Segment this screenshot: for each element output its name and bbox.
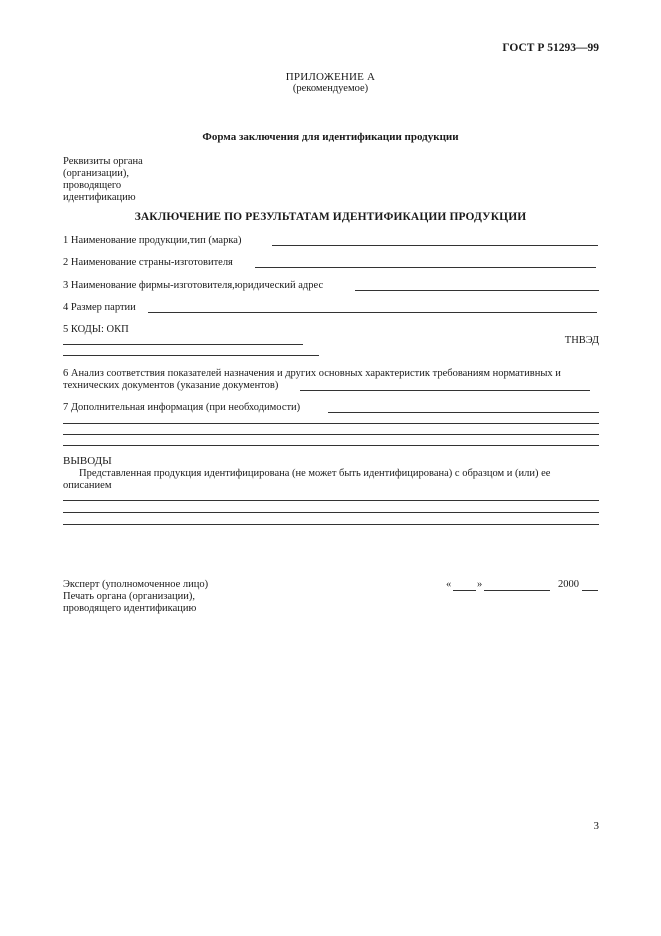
date-open-quote: « <box>446 579 452 590</box>
field-label-tnved: ТНВЭД <box>564 335 599 346</box>
appendix-subtitle: (рекомендуемое) <box>292 83 369 94</box>
field-line-analysis[interactable] <box>300 390 590 391</box>
conclusions-text: Представленная продукция идентифицирована (не может быть идентифицирована) с образцом и (или) ее <box>79 468 551 479</box>
field-line-product-name[interactable] <box>272 245 598 246</box>
field-line-country[interactable] <box>255 267 596 268</box>
field-label-batch-size: 4 Размер партии <box>63 302 136 313</box>
conclusions-line-3[interactable] <box>63 524 599 525</box>
field-label-product-name: 1 Наименование продукции,тип (марка) <box>63 235 242 246</box>
form-title: Форма заключения для идентификации продукции <box>202 131 459 143</box>
field-line-okp-2[interactable] <box>63 355 319 356</box>
date-year: 2000 <box>558 579 579 590</box>
field-label-manufacturer: 3 Наименование фирмы-изготовителя,юридический адрес <box>63 280 324 291</box>
date-month-line[interactable] <box>484 590 550 591</box>
field-line-batch-size[interactable] <box>148 312 597 313</box>
field-line-additional-info-2[interactable] <box>63 423 599 424</box>
conclusions-line-1[interactable] <box>63 500 599 501</box>
field-line-manufacturer[interactable] <box>355 290 599 291</box>
date-day-line[interactable] <box>453 590 476 591</box>
requisites-line: (организации), <box>63 168 129 179</box>
organization-requisites <box>63 156 183 204</box>
requisites-line: проводящего <box>63 180 122 191</box>
stamp-label-cont: проводящего идентификацию <box>63 603 197 614</box>
field-line-okp-1[interactable] <box>63 344 303 345</box>
appendix-title: ПРИЛОЖЕНИЕ А <box>285 71 376 83</box>
expert-label: Эксперт (уполномоченное лицо) <box>63 579 209 590</box>
requisites-line: Реквизиты органа <box>63 156 143 167</box>
stamp-label: Печать органа (организации), <box>63 591 196 602</box>
field-line-additional-info[interactable] <box>328 412 599 413</box>
date-year-suffix-line[interactable] <box>582 590 598 591</box>
conclusions-title: ВЫВОДЫ <box>63 455 112 467</box>
standard-number: ГОСТ Р 51293—99 <box>502 42 599 54</box>
field-line-additional-info-4[interactable] <box>63 445 599 446</box>
page-number: 3 <box>593 820 599 832</box>
field-label-country: 2 Наименование страны-изготовителя <box>63 257 233 268</box>
conclusion-title: ЗАКЛЮЧЕНИЕ ПО РЕЗУЛЬТАТАМ ИДЕНТИФИКАЦИИ ПРОДУКЦИИ <box>134 211 527 223</box>
field-label-codes-okp: 5 КОДЫ: ОКП <box>63 324 129 335</box>
conclusions-line-2[interactable] <box>63 512 599 513</box>
date-close-quote: » <box>477 579 483 590</box>
conclusions-text-cont: описанием <box>63 480 112 491</box>
requisites-line: идентификацию <box>63 192 136 203</box>
field-label-analysis-cont: технических документов (указание документов) <box>63 380 279 391</box>
field-line-additional-info-3[interactable] <box>63 434 599 435</box>
field-label-analysis: 6 Анализ соответствия показателей назначения и других основных характеристик требованиям нормативных и <box>63 368 561 379</box>
field-label-additional-info: 7 Дополнительная информация (при необходимости) <box>63 402 301 413</box>
